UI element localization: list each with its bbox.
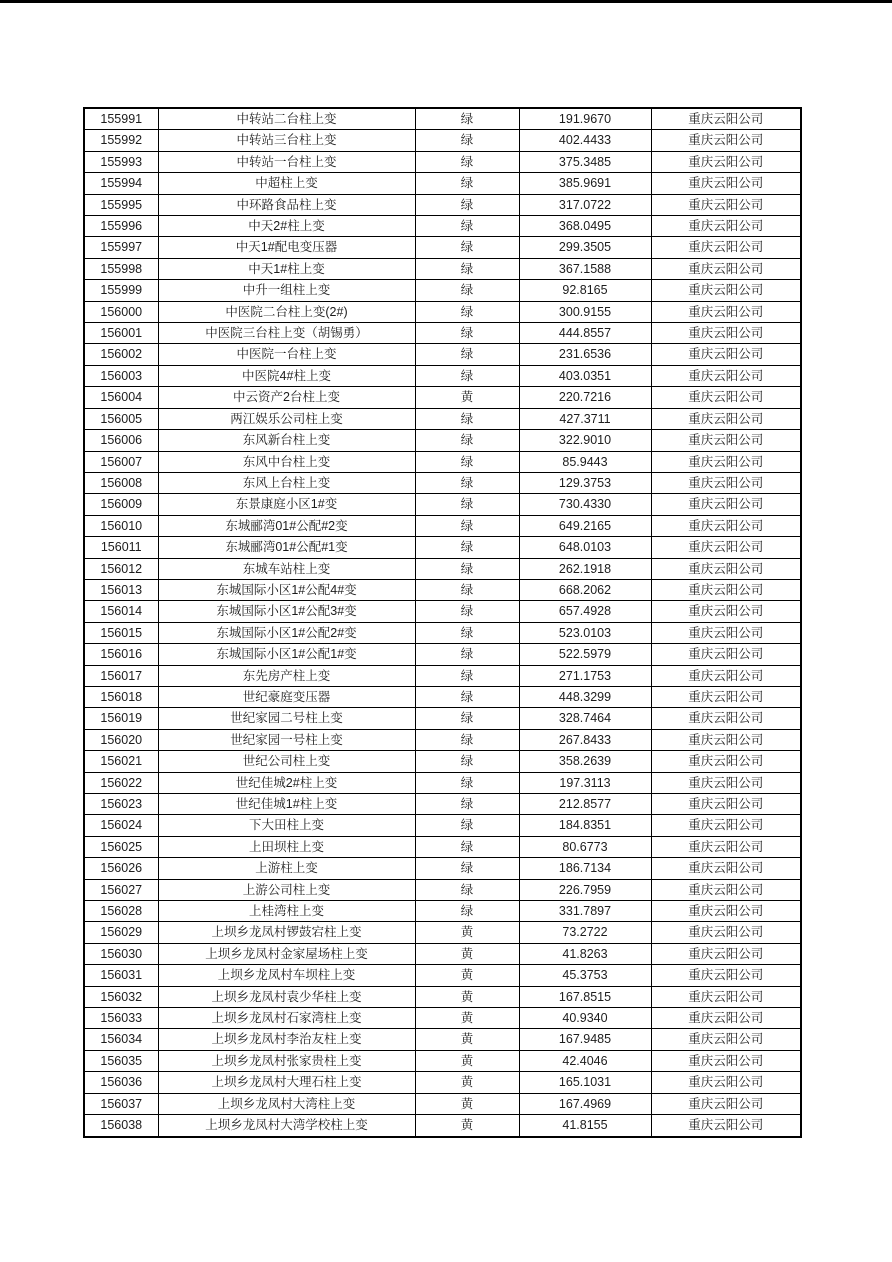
cell-value: 41.8155 (519, 1115, 651, 1137)
cell-status: 绿 (415, 130, 519, 151)
cell-value: 367.1588 (519, 258, 651, 279)
cell-name: 世纪佳城2#柱上变 (158, 772, 415, 793)
cell-id: 156033 (84, 1008, 158, 1029)
cell-name: 世纪豪庭变压器 (158, 686, 415, 707)
cell-status: 绿 (415, 430, 519, 451)
cell-company: 重庆云阳公司 (651, 408, 801, 429)
cell-company: 重庆云阳公司 (651, 1029, 801, 1050)
table-row (84, 922, 801, 943)
cell-name: 东城郦湾01#公配#1变 (158, 537, 415, 558)
cell-id: 156008 (84, 472, 158, 493)
cell-status: 黄 (415, 1029, 519, 1050)
cell-name: 东风中台柱上变 (158, 451, 415, 472)
cell-company: 重庆云阳公司 (651, 901, 801, 922)
table-row (84, 665, 801, 686)
table-row (84, 558, 801, 579)
cell-id: 156003 (84, 365, 158, 386)
cell-company: 重庆云阳公司 (651, 922, 801, 943)
cell-company: 重庆云阳公司 (651, 323, 801, 344)
cell-status: 绿 (415, 622, 519, 643)
table-row (84, 601, 801, 622)
cell-name: 中医院一台柱上变 (158, 344, 415, 365)
cell-value: 657.4928 (519, 601, 651, 622)
cell-name: 上坝乡龙凤村张家贵柱上变 (158, 1050, 415, 1071)
cell-value: 40.9340 (519, 1008, 651, 1029)
cell-id: 156036 (84, 1072, 158, 1093)
cell-id: 156002 (84, 344, 158, 365)
cell-value: 368.0495 (519, 216, 651, 237)
cell-name: 上坝乡龙凤村锣鼓宕柱上变 (158, 922, 415, 943)
cell-name: 上游柱上变 (158, 858, 415, 879)
cell-value: 300.9155 (519, 301, 651, 322)
cell-company: 重庆云阳公司 (651, 558, 801, 579)
cell-name: 中天1#柱上变 (158, 258, 415, 279)
cell-id: 156006 (84, 430, 158, 451)
cell-status: 绿 (415, 472, 519, 493)
table-row (84, 1008, 801, 1029)
cell-name: 中云资产2台柱上变 (158, 387, 415, 408)
cell-company: 重庆云阳公司 (651, 194, 801, 215)
cell-name: 东城国际小区1#公配3#变 (158, 601, 415, 622)
cell-name: 东城国际小区1#公配4#变 (158, 579, 415, 600)
cell-status: 绿 (415, 537, 519, 558)
cell-company: 重庆云阳公司 (651, 108, 801, 130)
cell-value: 80.6773 (519, 836, 651, 857)
cell-id: 156017 (84, 665, 158, 686)
cell-company: 重庆云阳公司 (651, 879, 801, 900)
cell-value: 730.4330 (519, 494, 651, 515)
cell-status: 绿 (415, 237, 519, 258)
table-body (84, 108, 801, 1137)
cell-id: 156030 (84, 943, 158, 964)
cell-company: 重庆云阳公司 (651, 365, 801, 386)
cell-value: 385.9691 (519, 173, 651, 194)
table-row (84, 943, 801, 964)
cell-status: 绿 (415, 558, 519, 579)
cell-status: 绿 (415, 708, 519, 729)
cell-id: 156023 (84, 794, 158, 815)
table-row (84, 1050, 801, 1071)
cell-company: 重庆云阳公司 (651, 601, 801, 622)
cell-company: 重庆云阳公司 (651, 815, 801, 836)
cell-company: 重庆云阳公司 (651, 644, 801, 665)
cell-name: 世纪家园一号柱上变 (158, 729, 415, 750)
cell-status: 绿 (415, 280, 519, 301)
cell-company: 重庆云阳公司 (651, 943, 801, 964)
table-row (84, 644, 801, 665)
cell-company: 重庆云阳公司 (651, 686, 801, 707)
table-row (84, 515, 801, 536)
table-row (84, 986, 801, 1007)
cell-status: 黄 (415, 943, 519, 964)
cell-name: 东风新台柱上变 (158, 430, 415, 451)
cell-name: 上游公司柱上变 (158, 879, 415, 900)
cell-id: 156035 (84, 1050, 158, 1071)
cell-id: 156026 (84, 858, 158, 879)
cell-id: 156009 (84, 494, 158, 515)
cell-value: 92.8165 (519, 280, 651, 301)
cell-status: 绿 (415, 344, 519, 365)
cell-company: 重庆云阳公司 (651, 430, 801, 451)
cell-id: 155991 (84, 108, 158, 130)
cell-status: 绿 (415, 494, 519, 515)
table-row (84, 494, 801, 515)
table-row (84, 858, 801, 879)
cell-name: 中升一组柱上变 (158, 280, 415, 301)
cell-value: 231.6536 (519, 344, 651, 365)
cell-value: 42.4046 (519, 1050, 651, 1071)
table-row (84, 537, 801, 558)
cell-status: 绿 (415, 108, 519, 130)
cell-id: 156015 (84, 622, 158, 643)
table-row (84, 258, 801, 279)
cell-id: 156005 (84, 408, 158, 429)
cell-id: 156014 (84, 601, 158, 622)
table-row (84, 879, 801, 900)
cell-value: 191.9670 (519, 108, 651, 130)
cell-name: 世纪公司柱上变 (158, 751, 415, 772)
cell-id: 155992 (84, 130, 158, 151)
cell-value: 317.0722 (519, 194, 651, 215)
cell-company: 重庆云阳公司 (651, 965, 801, 986)
cell-status: 绿 (415, 665, 519, 686)
cell-status: 绿 (415, 579, 519, 600)
cell-id: 155994 (84, 173, 158, 194)
cell-status: 黄 (415, 387, 519, 408)
table-row (84, 708, 801, 729)
cell-status: 绿 (415, 836, 519, 857)
cell-company: 重庆云阳公司 (651, 1008, 801, 1029)
cell-company: 重庆云阳公司 (651, 858, 801, 879)
cell-name: 上坝乡龙凤村金家屋场柱上变 (158, 943, 415, 964)
cell-company: 重庆云阳公司 (651, 772, 801, 793)
cell-company: 重庆云阳公司 (651, 708, 801, 729)
cell-name: 下大田柱上变 (158, 815, 415, 836)
cell-company: 重庆云阳公司 (651, 751, 801, 772)
cell-name: 上桂湾柱上变 (158, 901, 415, 922)
table-row (84, 472, 801, 493)
cell-status: 绿 (415, 815, 519, 836)
cell-id: 156018 (84, 686, 158, 707)
cell-id: 156011 (84, 537, 158, 558)
table-row (84, 815, 801, 836)
cell-name: 世纪佳城1#柱上变 (158, 794, 415, 815)
cell-status: 绿 (415, 151, 519, 172)
cell-company: 重庆云阳公司 (651, 1072, 801, 1093)
cell-value: 299.3505 (519, 237, 651, 258)
cell-id: 156010 (84, 515, 158, 536)
table-row (84, 387, 801, 408)
cell-id: 155996 (84, 216, 158, 237)
cell-id: 156029 (84, 922, 158, 943)
cell-name: 上坝乡龙凤村石家湾柱上变 (158, 1008, 415, 1029)
cell-value: 73.2722 (519, 922, 651, 943)
cell-company: 重庆云阳公司 (651, 1093, 801, 1114)
cell-value: 448.3299 (519, 686, 651, 707)
cell-name: 东先房产柱上变 (158, 665, 415, 686)
cell-status: 绿 (415, 258, 519, 279)
cell-value: 226.7959 (519, 879, 651, 900)
cell-company: 重庆云阳公司 (651, 986, 801, 1007)
table-row (84, 408, 801, 429)
cell-value: 262.1918 (519, 558, 651, 579)
table-row (84, 301, 801, 322)
cell-value: 165.1031 (519, 1072, 651, 1093)
cell-value: 523.0103 (519, 622, 651, 643)
cell-value: 328.7464 (519, 708, 651, 729)
table-row (84, 729, 801, 750)
table-row (84, 151, 801, 172)
cell-value: 129.3753 (519, 472, 651, 493)
cell-status: 绿 (415, 644, 519, 665)
cell-status: 绿 (415, 301, 519, 322)
table-row (84, 901, 801, 922)
cell-id: 156020 (84, 729, 158, 750)
table-row (84, 965, 801, 986)
cell-status: 黄 (415, 1008, 519, 1029)
cell-status: 绿 (415, 216, 519, 237)
cell-company: 重庆云阳公司 (651, 280, 801, 301)
cell-id: 155999 (84, 280, 158, 301)
cell-value: 403.0351 (519, 365, 651, 386)
cell-name: 东城车站柱上变 (158, 558, 415, 579)
cell-name: 中医院4#柱上变 (158, 365, 415, 386)
cell-id: 156027 (84, 879, 158, 900)
cell-company: 重庆云阳公司 (651, 794, 801, 815)
table-row (84, 280, 801, 301)
cell-id: 155997 (84, 237, 158, 258)
cell-value: 267.8433 (519, 729, 651, 750)
cell-company: 重庆云阳公司 (651, 836, 801, 857)
cell-name: 上坝乡龙凤村大湾学校柱上变 (158, 1115, 415, 1137)
cell-id: 156019 (84, 708, 158, 729)
cell-value: 41.8263 (519, 943, 651, 964)
cell-value: 197.3113 (519, 772, 651, 793)
cell-value: 85.9443 (519, 451, 651, 472)
page-top-rule (0, 0, 892, 3)
table-row (84, 173, 801, 194)
cell-name: 上田坝柱上变 (158, 836, 415, 857)
cell-id: 156016 (84, 644, 158, 665)
cell-value: 167.9485 (519, 1029, 651, 1050)
cell-value: 668.2062 (519, 579, 651, 600)
cell-status: 绿 (415, 173, 519, 194)
cell-name: 两江娱乐公司柱上变 (158, 408, 415, 429)
cell-status: 绿 (415, 408, 519, 429)
cell-id: 155995 (84, 194, 158, 215)
cell-id: 156012 (84, 558, 158, 579)
cell-company: 重庆云阳公司 (651, 579, 801, 600)
cell-id: 155993 (84, 151, 158, 172)
cell-company: 重庆云阳公司 (651, 216, 801, 237)
cell-id: 156004 (84, 387, 158, 408)
cell-company: 重庆云阳公司 (651, 151, 801, 172)
cell-value: 444.8557 (519, 323, 651, 344)
cell-name: 上坝乡龙凤村大湾柱上变 (158, 1093, 415, 1114)
cell-value: 184.8351 (519, 815, 651, 836)
cell-name: 中转站三台柱上变 (158, 130, 415, 151)
cell-company: 重庆云阳公司 (651, 451, 801, 472)
table-row (84, 1115, 801, 1137)
table-row (84, 1093, 801, 1114)
cell-status: 黄 (415, 1072, 519, 1093)
cell-id: 156034 (84, 1029, 158, 1050)
table-row (84, 751, 801, 772)
table-row (84, 1029, 801, 1050)
cell-id: 156022 (84, 772, 158, 793)
table-row (84, 194, 801, 215)
cell-status: 绿 (415, 879, 519, 900)
cell-value: 271.1753 (519, 665, 651, 686)
cell-id: 156037 (84, 1093, 158, 1114)
cell-value: 186.7134 (519, 858, 651, 879)
cell-name: 中超柱上变 (158, 173, 415, 194)
cell-value: 522.5979 (519, 644, 651, 665)
cell-name: 上坝乡龙凤村车坝柱上变 (158, 965, 415, 986)
cell-name: 上坝乡龙凤村李治友柱上变 (158, 1029, 415, 1050)
cell-value: 167.4969 (519, 1093, 651, 1114)
cell-company: 重庆云阳公司 (651, 1115, 801, 1137)
cell-id: 156028 (84, 901, 158, 922)
table-row (84, 344, 801, 365)
table-row (84, 451, 801, 472)
cell-name: 中转站一台柱上变 (158, 151, 415, 172)
cell-status: 绿 (415, 365, 519, 386)
table-row (84, 1072, 801, 1093)
cell-status: 绿 (415, 772, 519, 793)
cell-name: 上坝乡龙凤村大理石柱上变 (158, 1072, 415, 1093)
cell-company: 重庆云阳公司 (651, 173, 801, 194)
cell-value: 167.8515 (519, 986, 651, 1007)
cell-name: 中环路食品柱上变 (158, 194, 415, 215)
cell-status: 黄 (415, 1050, 519, 1071)
cell-id: 156001 (84, 323, 158, 344)
cell-id: 156032 (84, 986, 158, 1007)
cell-status: 绿 (415, 686, 519, 707)
cell-status: 黄 (415, 986, 519, 1007)
cell-status: 绿 (415, 451, 519, 472)
cell-value: 220.7216 (519, 387, 651, 408)
cell-company: 重庆云阳公司 (651, 387, 801, 408)
table-row (84, 323, 801, 344)
cell-id: 156021 (84, 751, 158, 772)
table-row (84, 622, 801, 643)
cell-id: 156024 (84, 815, 158, 836)
table-row (84, 579, 801, 600)
table-row (84, 794, 801, 815)
cell-company: 重庆云阳公司 (651, 515, 801, 536)
cell-name: 东城郦湾01#公配#2变 (158, 515, 415, 536)
table-row (84, 836, 801, 857)
transformer-records-table (83, 107, 802, 1138)
cell-id: 156013 (84, 579, 158, 600)
cell-name: 东城国际小区1#公配2#变 (158, 622, 415, 643)
cell-status: 黄 (415, 965, 519, 986)
cell-name: 中转站二台柱上变 (158, 108, 415, 130)
cell-company: 重庆云阳公司 (651, 301, 801, 322)
table-row (84, 216, 801, 237)
cell-value: 648.0103 (519, 537, 651, 558)
cell-name: 世纪家园二号柱上变 (158, 708, 415, 729)
cell-id: 156031 (84, 965, 158, 986)
cell-id: 156025 (84, 836, 158, 857)
cell-id: 155998 (84, 258, 158, 279)
cell-status: 绿 (415, 751, 519, 772)
cell-id: 156038 (84, 1115, 158, 1137)
cell-value: 45.3753 (519, 965, 651, 986)
cell-company: 重庆云阳公司 (651, 130, 801, 151)
cell-status: 绿 (415, 194, 519, 215)
cell-value: 331.7897 (519, 901, 651, 922)
table-row (84, 686, 801, 707)
cell-name: 上坝乡龙凤村袁少华柱上变 (158, 986, 415, 1007)
cell-value: 322.9010 (519, 430, 651, 451)
cell-status: 黄 (415, 922, 519, 943)
cell-company: 重庆云阳公司 (651, 622, 801, 643)
cell-value: 358.2639 (519, 751, 651, 772)
table-row (84, 108, 801, 130)
table-row (84, 130, 801, 151)
cell-name: 东风上台柱上变 (158, 472, 415, 493)
cell-name: 东城国际小区1#公配1#变 (158, 644, 415, 665)
cell-company: 重庆云阳公司 (651, 344, 801, 365)
cell-name: 中医院二台柱上变(2#) (158, 301, 415, 322)
cell-status: 绿 (415, 901, 519, 922)
cell-company: 重庆云阳公司 (651, 237, 801, 258)
cell-status: 绿 (415, 858, 519, 879)
cell-value: 427.3711 (519, 408, 651, 429)
cell-value: 212.8577 (519, 794, 651, 815)
cell-company: 重庆云阳公司 (651, 1050, 801, 1071)
cell-company: 重庆云阳公司 (651, 494, 801, 515)
cell-company: 重庆云阳公司 (651, 537, 801, 558)
table-row (84, 365, 801, 386)
cell-name: 中天1#配电变压器 (158, 237, 415, 258)
cell-name: 东景康庭小区1#变 (158, 494, 415, 515)
cell-value: 402.4433 (519, 130, 651, 151)
table-row (84, 772, 801, 793)
cell-status: 黄 (415, 1093, 519, 1114)
cell-status: 黄 (415, 1115, 519, 1137)
cell-status: 绿 (415, 729, 519, 750)
cell-company: 重庆云阳公司 (651, 472, 801, 493)
cell-company: 重庆云阳公司 (651, 258, 801, 279)
cell-name: 中天2#柱上变 (158, 216, 415, 237)
cell-company: 重庆云阳公司 (651, 729, 801, 750)
cell-value: 649.2165 (519, 515, 651, 536)
table-row (84, 237, 801, 258)
cell-status: 绿 (415, 601, 519, 622)
cell-value: 375.3485 (519, 151, 651, 172)
table-row (84, 430, 801, 451)
cell-id: 156007 (84, 451, 158, 472)
cell-name: 中医院三台柱上变（胡锡勇） (158, 323, 415, 344)
cell-id: 156000 (84, 301, 158, 322)
cell-status: 绿 (415, 794, 519, 815)
cell-status: 绿 (415, 323, 519, 344)
cell-status: 绿 (415, 515, 519, 536)
cell-company: 重庆云阳公司 (651, 665, 801, 686)
